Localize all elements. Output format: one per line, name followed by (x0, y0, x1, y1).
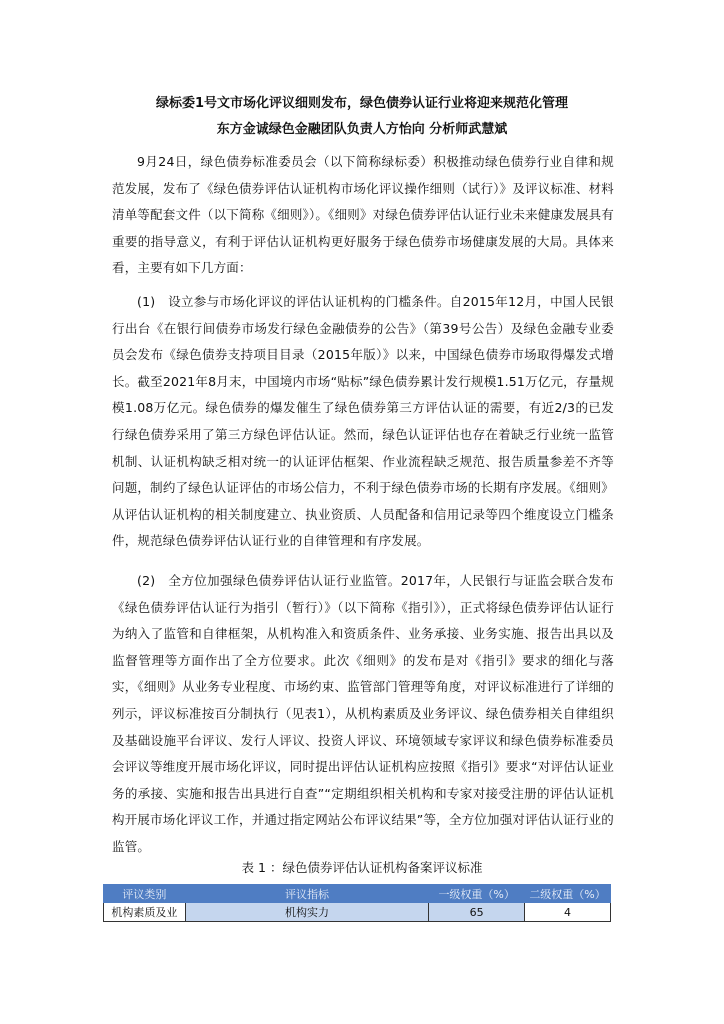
header-secondary-weight: 二级权重（%） (525, 885, 611, 903)
intro-paragraph: 9月24日，绿色债券标准委员会（以下简称绿标委）积极推动绿色债券行业自律和规范发展，发布了《绿色债券评估认证机构市场化评议操作细则（试行）》及评议标准、材料清单等配套文件（以下简称《细则》）。《细则》对绿色债券评估认证行业未来健康发展具有重要的指导意义，有利于评估认证机构更好服务于绿色债券市场健康发展的大局。具体来看，主要有如下几方面： (112, 154, 614, 276)
author-line: 东方金诚绿色金融团队负责人方怡向 分析师武慧斌 (216, 122, 508, 137)
table-row (104, 903, 611, 922)
point-1-paragraph: (1) 设立参与市场化评议的评估认证机构的门槛条件。自2015年12月，中国人民银行出台《在银行间债券市场发行绿色金融债券的公告》（第39号公告）及绿色金融专业委员会发布《绿色债券支持项目目录（2015年版）》以来，中国绿色债券市场取得爆发式增长。截至2021年8月末，中国境内市场“贴标”绿色债券累计发行规模1.51万亿元，存量规模1.08万亿元。绿色债券的爆发催生了绿色债券第三方评估认证的需要，有近2/3的已发行绿色债券采用了第三方绿色评估认证。然而，绿色认证评估也存在着缺乏行业统一监管机制、认证机构缺乏相对统一的认证评估框架、作业流程缺乏规范、报告质量参差不齐等问题，制约了绿色认证评估的市场公信力，不利于绿色债券市场的长期有序发展。《细则》从评估认证机构的相关制度建立、执业资质、人员配备和信用记录等四个维度设立门槛条件，规范绿色债券评估认证行业的自律管理和有序发展。 (112, 294, 614, 549)
header-primary-weight: 一级权重（%） (429, 885, 525, 903)
document-title: 绿标委1号文市场化评议细则发布，绿色债券认证行业将迎来规范化管理 (155, 96, 569, 111)
table-caption: 表 1 ：绿色债券评估认证机构备案评议标准 (241, 860, 483, 875)
cell-primary-weight: 65 (429, 903, 525, 922)
header-category: 评议类别 (104, 885, 186, 903)
header-indicator: 评议指标 (185, 885, 428, 903)
cell-category: 机构素质及业 (104, 903, 186, 922)
evaluation-standard-table (103, 884, 611, 922)
point-2-paragraph: (2) 全方位加强绿色债券评估认证行业监管。2017年，人民银行与证监会联合发布《绿色债券评估认证行为指引（暂行）》（以下简称《指引》），正式将绿色债券评估认证行为纳入了监管和自律框架，从机构准入和资质条件、业务承接、业务实施、报告出具以及监督管理等方面作出了全方位要求。此次《细则》的发布是对《指引》要求的细化与落实，《细则》从业务专业程度、市场约束、监管部门管理等角度，对评议标准进行了详细的列示，评议标准按百分制执行（见表1），从机构素质及业务评议、绿色债券相关自律组织及基础设施平台评议、发行人评议、投资人评议、环境领域专家评议和绿色债券标准委员会评议等维度开展市场化评议，同时提出评估认证机构应按照《指引》要求“对评估认证业务的承接、实施和报告出具进行自查”“定期组织相关机构和专家对接受注册的评估认证机构开展市场化评议工作，并通过指定网站公布评议结果”等，全方位加强对评估认证行业的监管。 (112, 573, 614, 854)
table-header-row (104, 885, 611, 903)
cell-indicator: 机构实力 (185, 903, 428, 922)
cell-secondary-weight: 4 (525, 903, 611, 922)
